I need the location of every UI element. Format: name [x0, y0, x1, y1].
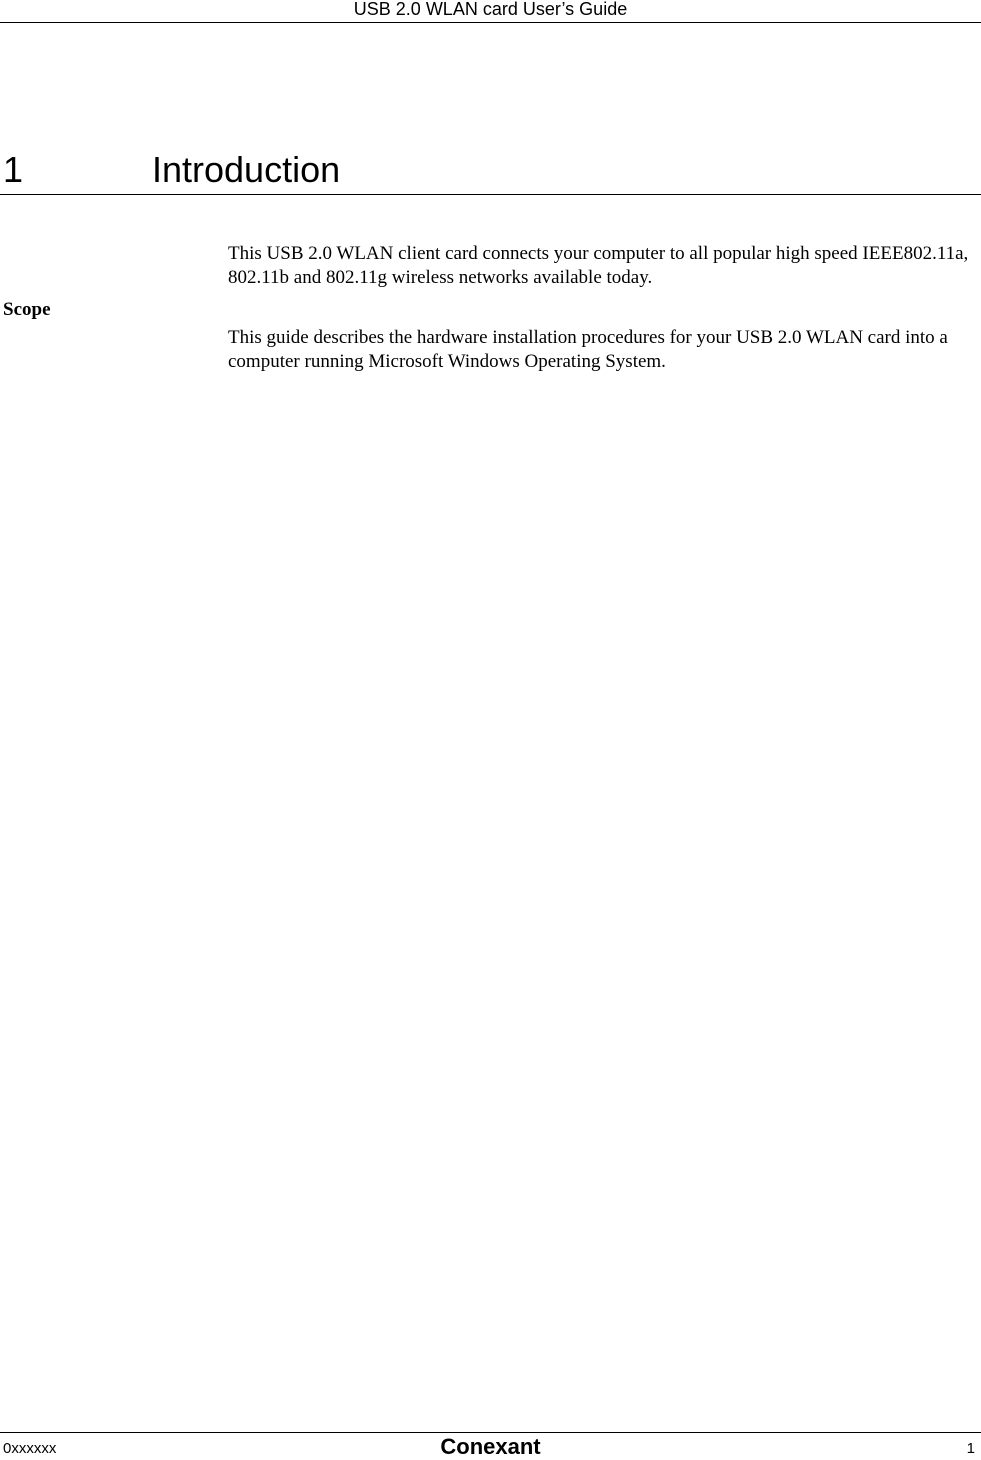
- running-header: [0, 0, 981, 23]
- chapter-number: 1: [3, 149, 24, 190]
- scope-heading: Scope: [3, 299, 51, 320]
- scope-paragraph: This guide describes the hardware installation procedures for your USB 2.0 WLAN card into a computer running Microsoft Windows Operating System.: [228, 327, 948, 372]
- chapter-title: Introduction: [152, 149, 341, 190]
- footer-document-number: 0xxxxxx: [3, 1440, 57, 1457]
- chapter-heading: [0, 148, 981, 195]
- page-footer: [0, 1432, 981, 1458]
- intro-paragraph: This USB 2.0 WLAN client card connects your computer to all popular high speed IEEE802.11a, 802.11b and 802.11g wireless networks available today.: [228, 243, 969, 288]
- footer-company: Conexant: [440, 1434, 541, 1459]
- footer-page-number: 1: [966, 1440, 975, 1457]
- header-title: USB 2.0 WLAN card User’s Guide: [353, 0, 628, 19]
